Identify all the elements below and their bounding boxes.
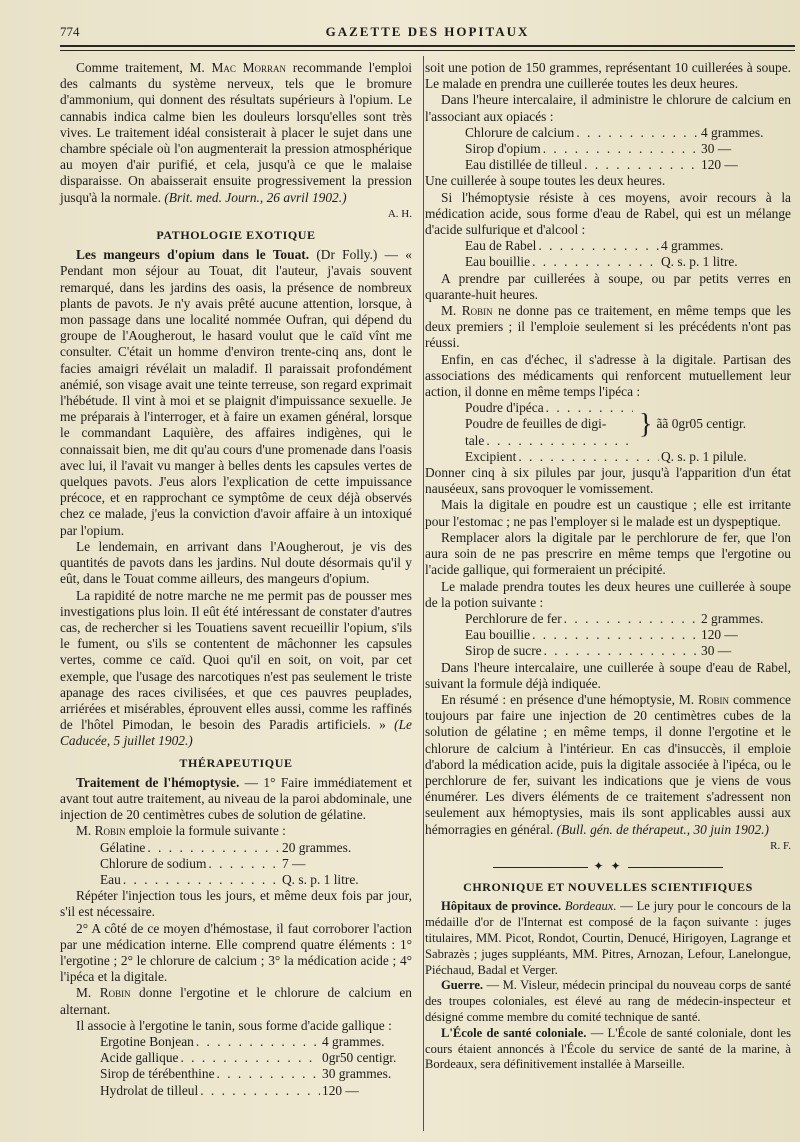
section-ornament: ✦ ✦ bbox=[425, 858, 791, 874]
recipe-row: Hydrolat de tilleul . . . 120 — bbox=[100, 1083, 412, 1099]
page-header bbox=[60, 22, 795, 46]
news-item-ecole: L'École de santé coloniale. — L'École de santé coloniale, dont les cours étaient annoncés à l'École du service de santé de la marine, à Bordeaux, sera définitivement installée à Marseille. bbox=[425, 1025, 791, 1072]
journal-title: GAZETTE DES HOPITAUX bbox=[325, 24, 530, 39]
opium-paragraph-2: Le lendemain, en arrivant dans l'Aougherout, je vis des quantités de pavots dans les jardins. Nul doute désormais qu'il y eût, dans le Touat comme ailleurs, des mangeurs d'opium. bbox=[60, 538, 412, 587]
right-paragraph-9: Mais la digitale en poudre est un caustique ; elle est irritante pour l'estomac ; ne pas l'employer si le malade est un dyspeptique. bbox=[425, 497, 791, 529]
recipe-excipient bbox=[465, 449, 791, 465]
recipe-row: Eau bouillie . . . Q. s. p. 1 litre. bbox=[465, 254, 791, 270]
header-rule-thin bbox=[60, 50, 795, 51]
right-paragraph-13: En résumé : en présence d'une hémoptysie, M. Robin commence toujours par faire une injection de 20 centimètres cubes de la solution de gélatine ; en même temps, il donne l'ergotine et le chlorure de calcium à l'intérieur. En cas d'insuccès, il emploie d'abord la médication acide, puis la digitale associée à l'ipéca, ou le perchlorure de fer, suivant les indications que je viens de vous énumérer. Les divers éléments de ce traitement s'adressent non seulement aux hémoptysies, mais ils sont applicables aussi aux hémorragies en général. (Bull. gén. de thérapeut., 30 juin 1902.) bbox=[425, 691, 791, 837]
hemo-paragraph-2: M. Robin emploie la formule suivante : bbox=[76, 823, 286, 839]
right-paragraph-6: M. Robin ne donne pas ce traitement, en même temps que les deux premiers ; il l'emploie seulement si les précédents n'ont pas réussi. bbox=[425, 303, 791, 351]
right-paragraph-1: soit une potion de 150 grammes, représentant 10 cuillerées à soupe. Le malade en prendra une cuillerée toutes les deux heures. bbox=[425, 60, 791, 92]
recipe-row: Gélatine . . . 20 grammes. bbox=[100, 840, 412, 856]
signature: R. F. bbox=[770, 839, 791, 852]
recipe-row: Poudre d'ipéca . . . bbox=[465, 400, 635, 416]
recipe-row: Sirop de sucre . . . 30 — bbox=[465, 643, 791, 659]
recipe-ipeca bbox=[465, 400, 791, 449]
right-paragraph-8: Donner cinq à six pilules par jour, jusqu'à l'apparition d'un état nauséeux, sans provoquer le vomissement. bbox=[425, 465, 791, 497]
hemo-paragraph-3: Répéter l'injection tous les jours, et même deux fois par jour, s'il est nécessaire. bbox=[60, 888, 412, 920]
section-heading-therapeutique: THÉRAPEUTIQUE bbox=[179, 755, 293, 770]
article-author: (Dr Folly.) bbox=[316, 247, 378, 263]
left-column bbox=[60, 60, 412, 1099]
opium-paragraph-3: La rapidité de notre marche ne me permit pas de pousser mes investigations plus loin. Il eût été intéressant de constater d'autres cas, de rechercher si les Touatiens savent recueillir l'opium, s'ils le fument, ou s'ils se contentent de mâchonner les capsules vertes, comme ce caïd. Quoi qu'il en soit, on voit, par cet exemple, que l'usage des narcotiques n'est pas seulement le triste apanage des races civilisées, et que ces pauvres peuplades, arriérées et misérables, éprouvent elles aussi, comme les raffinés de l'hôtel Pimodan, le besoin des Paradis artificiels. » (Le Caducée, 5 juillet 1902.) bbox=[60, 587, 412, 749]
author-name: Mac Morran bbox=[211, 60, 287, 75]
right-paragraph-2: Dans l'heure intercalaire, il administre le chlorure de calcium en l'associant aux opiacés : bbox=[425, 92, 791, 124]
hemo-paragraph-1: Traitement de l'hémoptysie. — 1° Faire immédiatement et avant tout autre traitement, au niveau de la paroi abdominale, une injection de 20 centimètres cubes de solution de gélatine. bbox=[60, 774, 412, 823]
right-column bbox=[425, 60, 791, 1073]
right-paragraph-3: Une cuillerée à soupe toutes les deux heures. bbox=[425, 173, 666, 189]
recipe-perchlorure bbox=[465, 611, 791, 660]
section-heading-chronique: CHRONIQUE ET NOUVELLES SCIENTIFIQUES bbox=[463, 880, 753, 895]
recipe-row: Eau distillée de tilleul . . . 120 — bbox=[465, 157, 791, 173]
opium-paragraph-1: Les mangeurs d'opium dans le Touat. (Dr Folly.) — « Pendant mon séjour au Touat, dit l'auteur, j'avais souvent remarqué, dans les jardins des oasis, la présence de nombreux plants de pavots. Je n'y avais prêté aucune attention, lorsque, à mon passage dans une localité nommée Oufran, qui dépend du groupe de l'Aougherout, le hasard voulut que le caïd vînt me consulter. C'était un homme d'environ trente-cinq ans, dont le facies amaigri révélait un maladif. Il paraissait profondément anémié, son visage avait une teinte terreuse, son regard exprimait l'hébétude. Il vint à moi et se plaignit d'impuissance sexuelle. Je me préparais à l'interroger, et à faire un examen général, lorsque le commandant Laquière, des affaires indigènes, qui le connaissait bien, me dit qu'au cours d'une promenade dans l'oasis avec lui, il l'avait vu manger à belles dents les capsules vertes de quelques pavots. J'eus alors l'explication de cette impuissance précoce, et en rapprochant ce symptôme de ceux déjà observés chez ce malade, j'eus la conviction d'avoir affaire à un intoxiqué par l'opium. bbox=[60, 247, 412, 538]
page-number: 774 bbox=[60, 24, 80, 39]
reference: (Le Caducée, 5 juillet 1902.) bbox=[60, 717, 412, 749]
recipe-row: Eau de Rabel . . . 4 grammes. bbox=[465, 238, 791, 254]
right-paragraph-5: A prendre par cuillerées à soupe, ou par petits verres en quarante-huit heures. bbox=[425, 270, 791, 302]
header-rule bbox=[60, 45, 795, 47]
recipe-row: Sirop d'opium . . . 30 — bbox=[465, 141, 791, 157]
recipe-gelatine bbox=[100, 840, 412, 889]
recipe-row: Excipient . . . Q. s. p. 1 pilule. bbox=[465, 449, 791, 465]
author-name: Robin bbox=[461, 303, 493, 319]
section-heading-pathologie: PATHOLOGIE EXOTIQUE bbox=[156, 228, 316, 243]
recipe-row: Eau . . . Q. s. p. 1 litre. bbox=[100, 872, 412, 888]
recipe-calcium bbox=[465, 125, 791, 174]
news-item-guerre: Guerre. — M. Visleur, médecin principal du nouveau corps de santé des troupes coloniales, est élevé au rang de médecin-inspecteur et désigné comme membre du comité technique de santé. bbox=[425, 978, 791, 1024]
recipe-row: Sirop de térébenthine . . . 30 grammes. bbox=[100, 1066, 412, 1082]
recipe-row: Poudre de feuilles de digi- bbox=[465, 416, 607, 432]
author-name: Robin bbox=[99, 985, 131, 1001]
recipe-row: Acide gallique . . . 0gr50 centigr. bbox=[100, 1050, 412, 1066]
author-name: Robin bbox=[94, 823, 126, 839]
right-paragraph-4: Si l'hémoptysie résiste à ces moyens, avoir recours à la médication acide, sous forme d'eau de Rabel, qui est un mélange d'acide sulfurique et d'alcool : bbox=[425, 189, 791, 238]
column-divider bbox=[423, 56, 424, 1131]
recipe-row: Chlorure de calcium . . . 4 grammes. bbox=[465, 125, 791, 141]
recipe-row: tale . . . bbox=[465, 433, 635, 449]
recipe-row: Chlorure de sodium . . . 7 — bbox=[100, 856, 412, 872]
article-title: Traitement de l'hémoptysie. bbox=[76, 774, 240, 790]
hemo-paragraph-5: M. Robin donne l'ergotine et le chlorure de calcium en alternant. bbox=[60, 985, 412, 1017]
reference: (Bull. gén. de thérapeut., 30 juin 1902.) bbox=[556, 821, 769, 837]
intro-paragraph: Comme traitement, M. Mac Morran recommande l'emploi des calmants du système nerveux, tels que le bromure d'ammonium, qui donnent des résultats supérieurs à l'opium. Le cannabis indica calme bien les douleurs lorsqu'elles sont très vives. Le traitement idéal consisterait à placer le sujet dans une chambre spéciale où l'on augmenterait la pression atmosphérique au moyen d'air purifié, et cela, jusqu'à ce que le malaise disparaisse. On abaisserait ensuite progressivement la pression jusqu'à la normale. (Brit. med. Journ., 26 avril 1902.) bbox=[60, 60, 412, 205]
right-paragraph-10: Remplacer alors la digitale par le perchlorure de fer, que l'on aura soin de ne pas prescrire en même temps que l'ergotine ou l'acide gallique, qui formeraient un précipité. bbox=[425, 529, 791, 578]
recipe-row: Ergotine Bonjean . . . 4 grammes. bbox=[100, 1034, 412, 1050]
right-paragraph-11: Le malade prendra toutes les deux heures une cuillerée à soupe de la potion suivante : bbox=[425, 578, 791, 610]
article-title: Les mangeurs d'opium dans le Touat. bbox=[76, 247, 310, 263]
news-item-hopitaux: Hôpitaux de province. Bordeaux. — Le jury pour le concours de la médaille d'or de l'Internat est composé de la façon suivante : juges titulaires, MM. Picot, Rondot, Courtin, Denucé, Hirigoyen, Lagrange et Sabrazès ; juges suppléants, MM. Pitres, Arnozan, Lefour, Lanelongue, Piéchaud, Badal et Verger. bbox=[425, 899, 792, 977]
recipe-quantity: ãã 0gr05 centigr. bbox=[656, 416, 747, 432]
hemo-paragraph-4: 2° A côté de ce moyen d'hémostase, il faut corroborer l'action par une médication interne. Elle comprend quatre éléments : 1° l'ergotine ; 2° le chlorure de calcium ; 3° la médication acide ; 4° l'ipéca et la digitale. bbox=[60, 920, 412, 985]
right-paragraph-7: Enfin, en cas d'échec, il s'adresse à la digitale. Partisan des associations des médicaments qui renforcent mutuellement leur action, il donne en même temps l'ipéca : bbox=[425, 351, 791, 400]
hemo-paragraph-6: Il associe à l'ergotine le tanin, sous forme d'acide gallique : bbox=[76, 1017, 392, 1033]
brace-symbol: } bbox=[639, 408, 653, 440]
recipe-rabel bbox=[465, 238, 791, 270]
signature: A. H. bbox=[387, 207, 412, 220]
right-paragraph-12: Dans l'heure intercalaire, une cuillerée à soupe d'eau de Rabel, suivant la formule déjà indiquée. bbox=[425, 659, 791, 691]
recipe-row: Perchlorure de fer . . . 2 grammes. bbox=[465, 611, 791, 627]
reference: (Brit. med. Journ., 26 avril 1902.) bbox=[164, 189, 347, 205]
recipe-ergotine bbox=[100, 1034, 412, 1099]
recipe-row: Eau bouillie . . . 120 — bbox=[465, 627, 791, 643]
author-name: Robin bbox=[698, 691, 730, 707]
